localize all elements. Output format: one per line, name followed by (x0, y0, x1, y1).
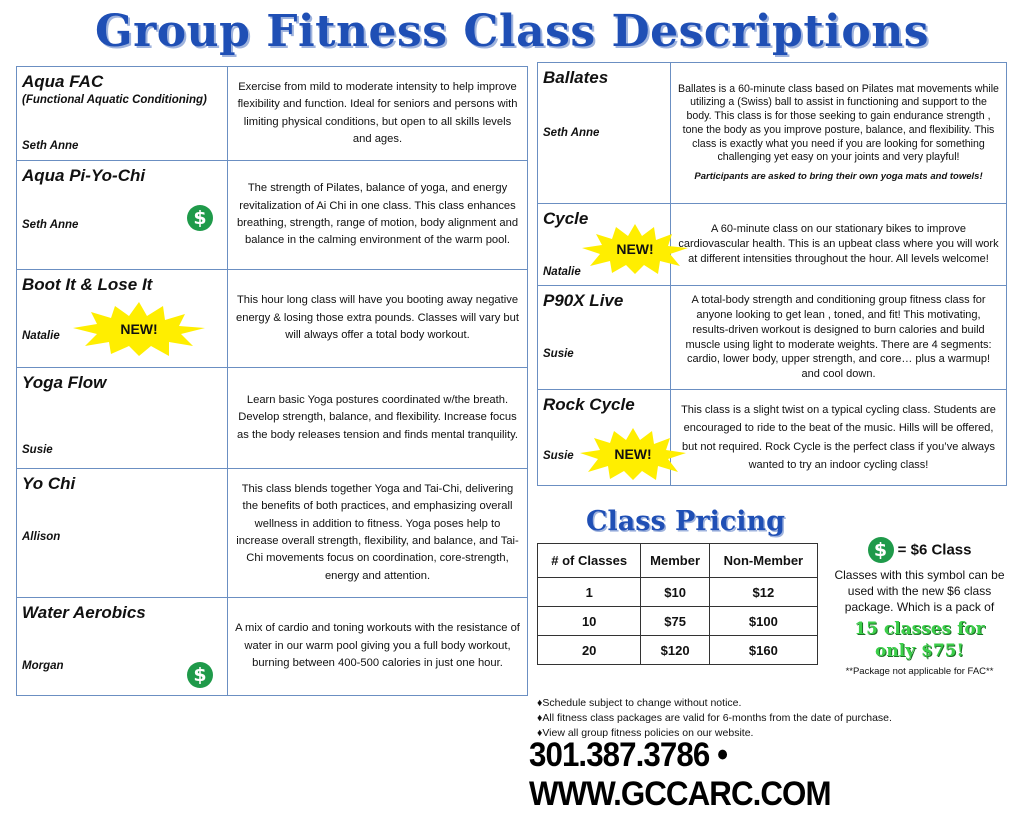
instructor-name: Susie (22, 444, 53, 456)
instructor-name: Natalie (543, 266, 581, 278)
pricing-cell: 10 (538, 607, 641, 636)
class-name-cell (538, 286, 671, 389)
pricing-header: Non-Member (709, 544, 817, 578)
class-description: This hour long class will have you booting away negative energy & losing those extra pounds. Classes will vary but will always offer a total body workout. (236, 294, 519, 342)
class-description: Exercise from mild to moderate intensity to help improve flexibility and function. Ideal for seniors and persons with limiting physical conditions, but open to all skills levels and ages. (237, 80, 518, 145)
left-class-table (16, 66, 528, 696)
class-name: Aqua FAC (22, 72, 104, 91)
legend-text: Classes with this symbol can be used with the new $6 class package. Which is a pack of (834, 568, 1005, 615)
class-name: Yoga Flow (22, 373, 107, 392)
contact-line: 301.387.3786 • WWW.GCCARC.COM (529, 736, 831, 813)
dollar-icon: $ (187, 205, 213, 231)
class-name-cell (17, 161, 228, 269)
class-description: A total-body strength and conditioning group fitness class for anyone looking to get lean , toned, and fit! This motivating, results-driven workout is designed to burn calories and build muscle using light to moderate weights. There are 4 segments: cardio, lower body, upper strength, and core… plus a warmup! and cool down. (685, 293, 992, 381)
pricing-cell: 1 (538, 578, 641, 607)
pricing-cell: $10 (641, 578, 709, 607)
instructor-name: Natalie (22, 330, 60, 342)
legend-equation (827, 537, 1012, 563)
class-name: Water Aerobics (22, 603, 146, 622)
class-name: Yo Chi (22, 474, 76, 493)
class-row-p90x-live (538, 285, 1006, 389)
new-badge (69, 302, 209, 356)
class-description: Learn basic Yoga postures coordinated w/the breath. Develop strength, balance, and flexibility. Increase focus as the body releases tension and finds mental tranquility. (237, 393, 518, 441)
new-label: NEW! (120, 321, 158, 337)
footer-note: ♦View all group fitness policies on our website. (537, 727, 754, 740)
class-name: Rock Cycle (543, 395, 635, 414)
pricing-row (538, 636, 818, 665)
class-row-yo-chi (17, 468, 527, 597)
class-name-cell (17, 598, 228, 695)
class-description: This class blends together Yoga and Tai-Chi, delivering the benefits of both practices, and emphasizing overall wellness in addition to fitness. Yoga poses help to increase overall strength, flexibility, and balance, and Tai-Chi movements focus on coordination, core-strength, energy and attention. (236, 482, 519, 582)
instructor-name: Seth Anne (543, 127, 600, 139)
pricing-cell: $12 (709, 578, 817, 607)
footer-notes (537, 696, 892, 742)
instructor-name: Susie (543, 450, 574, 462)
instructor-name: Morgan (22, 660, 64, 672)
pricing-cell: $120 (641, 636, 709, 665)
class-row-water-aerobics (17, 597, 527, 695)
new-label: NEW! (614, 446, 652, 462)
class-row-boot-it-lose-it (17, 269, 527, 367)
class-name-cell (17, 469, 228, 597)
footer-note: ♦All fitness class packages are valid for 6-months from the date of purchase. (537, 712, 892, 725)
class-row-ballates (538, 63, 1006, 203)
class-name-cell (538, 390, 671, 485)
pricing-header: # of Classes (538, 544, 641, 578)
class-subtitle: (Functional Aquatic Conditioning) (22, 94, 207, 106)
class-row-cycle (538, 203, 1006, 285)
instructor-name: Allison (22, 531, 61, 543)
class-description: This class is a slight twist on a typical cycling class. Students are encouraged to ride to the beat of the music. Hills will be offered, but not required. Rock Cycle is the perfect class if you’ve always wanted to try an indoor cycling class! (681, 404, 996, 471)
pricing-cell: $100 (709, 607, 817, 636)
pricing-header-row (538, 544, 818, 578)
legend-equals-text: = $6 Class (897, 541, 972, 559)
pricing-table (537, 543, 818, 665)
package-legend (827, 537, 1012, 677)
dollar-icon: $ (187, 662, 213, 688)
pricing-row (538, 578, 818, 607)
dollar-icon: $ (868, 537, 894, 563)
instructor-name: Susie (543, 348, 574, 360)
class-name-cell (538, 204, 671, 285)
class-name-cell (17, 270, 228, 367)
pricing-title: Class Pricing (586, 506, 786, 537)
class-name-cell (17, 368, 228, 468)
pricing-row (538, 607, 818, 636)
promo-line-1: 15 classes for (854, 618, 985, 639)
pricing-header: Member (641, 544, 709, 578)
pricing-cell: 20 (538, 636, 641, 665)
class-name: Aqua Pi-Yo-Chi (22, 166, 146, 185)
new-label: NEW! (616, 241, 654, 257)
page-title: Group Fitness Class Descriptions (95, 6, 929, 57)
class-row-aqua-fac (17, 67, 527, 160)
promo-line-2: only $75! (875, 640, 964, 661)
pricing-cell: $160 (709, 636, 817, 665)
class-name: Boot It & Lose It (22, 275, 153, 294)
pricing-cell: $75 (641, 607, 709, 636)
instructor-name: Seth Anne (22, 219, 79, 231)
class-name-cell (17, 67, 228, 160)
instructor-name: Seth Anne (22, 140, 79, 152)
class-description-cell (671, 63, 1006, 203)
class-description: The strength of Pilates, balance of yoga, and energy revitalization of Ai Chi in one class. This class enhances breathing, strength, range of motion, body alignment and balance in the calming environment of the warm pool. (236, 182, 519, 247)
class-name: Cycle (543, 209, 589, 228)
class-description: A 60-minute class on our stationary bikes to improve cardiovascular health. This is an upbeat class where you will work at different intensities throughout the hour. All levels welcome! (678, 223, 999, 265)
legend-note: **Package not applicable for FAC** (845, 665, 994, 677)
class-name: P90X Live (543, 291, 624, 310)
class-row-yoga-flow (17, 367, 527, 468)
class-name-cell (538, 63, 671, 203)
class-name: Ballates (543, 68, 609, 87)
class-row-aqua-pi-yo-chi (17, 160, 527, 269)
footer-note: ♦Schedule subject to change without notice. (537, 697, 742, 709)
class-row-rock-cycle (538, 389, 1006, 485)
class-description: Ballates is a 60-minute class based on Pilates mat movements while utilizing a (Swiss) ball to assist in functioning and support to the body. This class is for those seeking to gain endurance strength , tone the body as you improve posture, balance, and flexibility. This class is exactly what you need if you are looking for something challenging yet easy on your joints and very playful! (678, 82, 999, 164)
right-class-table (537, 62, 1007, 486)
class-note: Participants are asked to bring their own yoga mats and towels! (694, 171, 983, 183)
class-description: A mix of cardio and toning workouts with the resistance of water in our warm pool giving you a full body workout, burning between 400-500 calories in just one hour. (235, 622, 520, 670)
